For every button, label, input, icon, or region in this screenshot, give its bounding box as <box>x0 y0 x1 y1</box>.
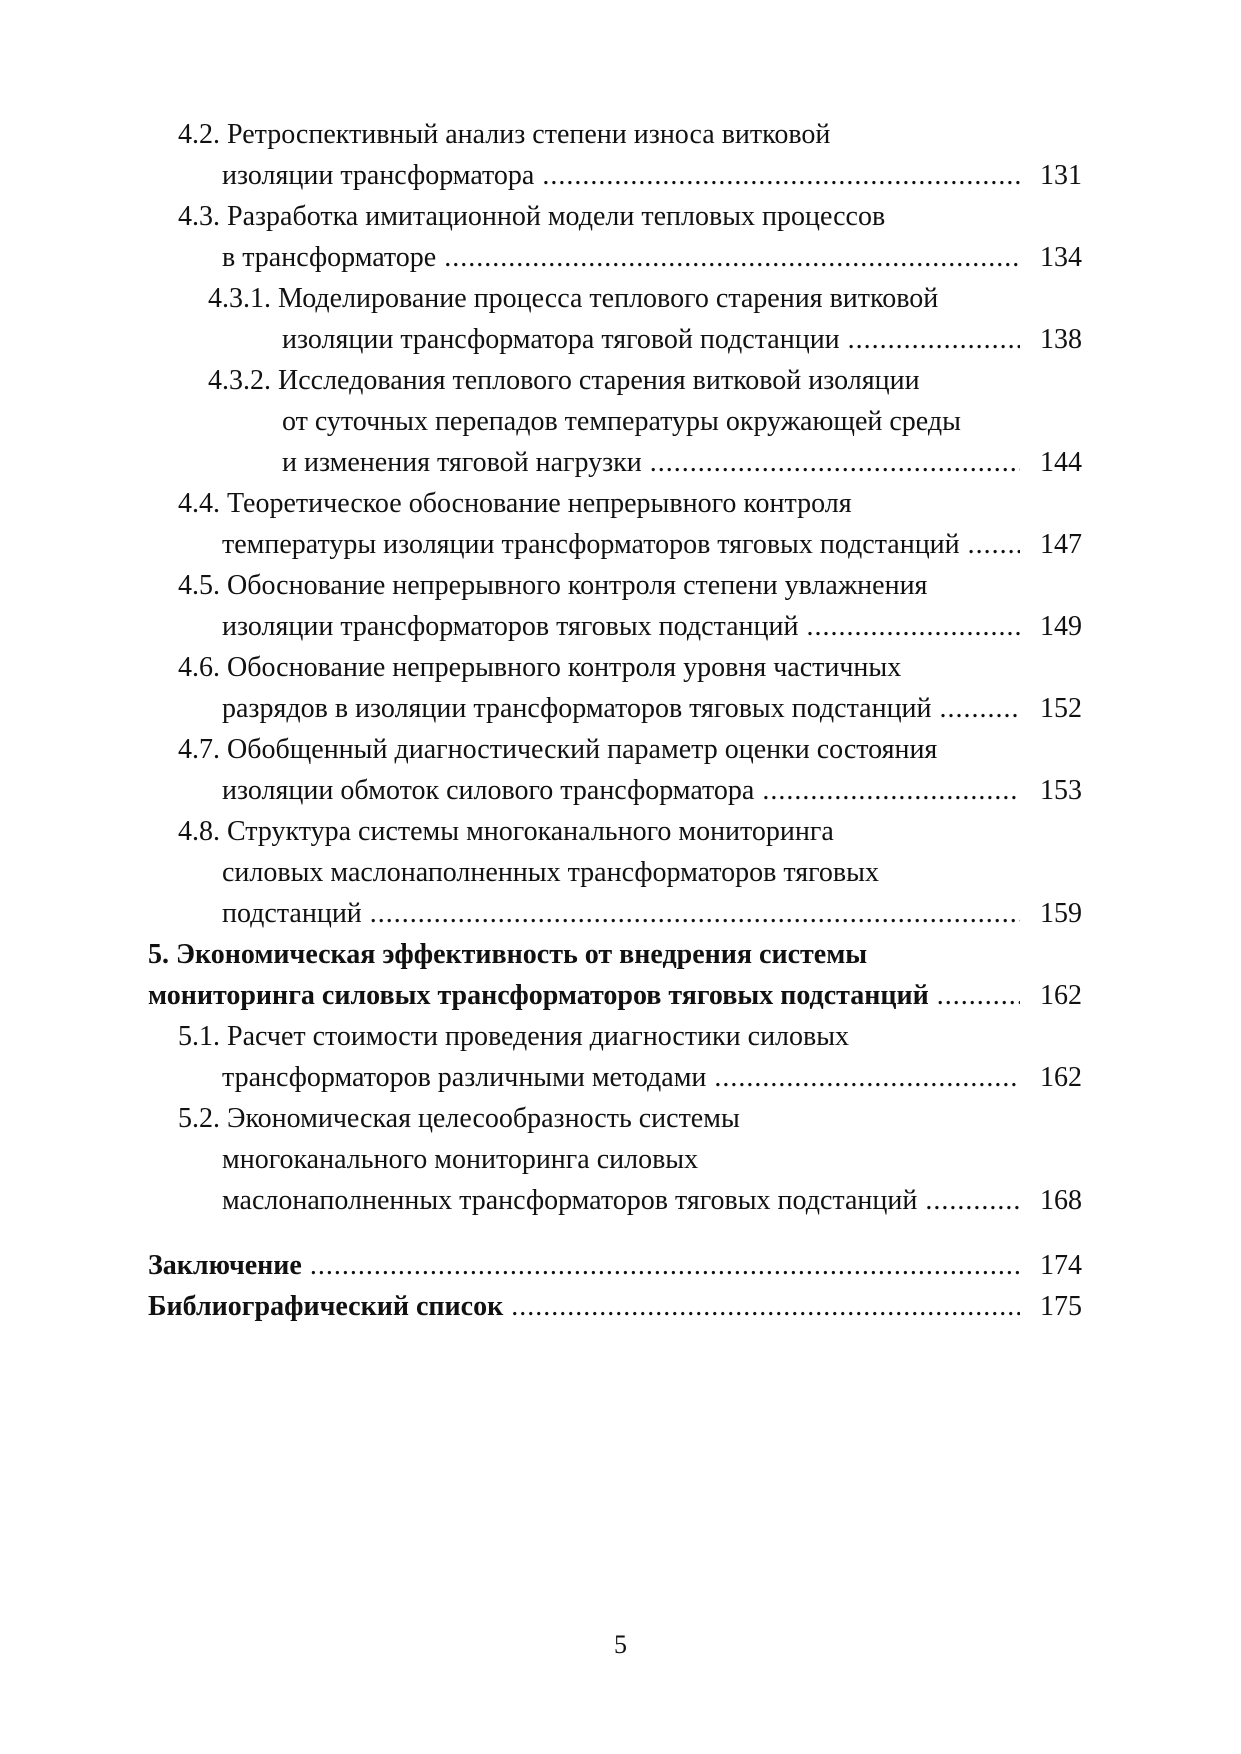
toc-title: в трансформаторе <box>222 242 437 273</box>
toc-line <box>148 196 1082 237</box>
toc-entry <box>148 319 1082 360</box>
dot-leader <box>848 319 1020 360</box>
toc-title: 5.1. Расчет стоимости проведения диагностики силовых <box>178 1021 850 1052</box>
table-of-contents <box>148 114 1082 1327</box>
dot-leader <box>925 1180 1020 1221</box>
dot-leader <box>714 1057 1020 1098</box>
toc-title: 4.8. Структура системы многоканального мониторинга <box>178 816 834 847</box>
toc-page-number: 134 <box>1040 242 1082 273</box>
toc-line <box>148 483 1082 524</box>
toc-title: 4.4. Теоретическое обоснование непрерывного контроля <box>178 488 852 519</box>
toc-entry <box>148 893 1082 934</box>
toc-page-number: 153 <box>1040 775 1082 806</box>
toc-line <box>148 114 1082 155</box>
toc-title: силовых маслонаполненных трансформаторов тяговых <box>222 857 879 888</box>
dot-leader <box>940 688 1020 729</box>
toc-chapter-title: Заключение <box>148 1250 302 1281</box>
toc-chapter-title: мониторинга силовых трансформаторов тяговых подстанций <box>148 980 929 1011</box>
toc-title: 4.3. Разработка имитационной модели тепловых процессов <box>178 201 886 232</box>
toc-line <box>148 647 1082 688</box>
dot-leader <box>806 606 1020 647</box>
toc-line <box>148 401 1082 442</box>
dot-leader <box>650 442 1020 483</box>
toc-title: 4.2. Ретроспективный анализ степени износа витковой <box>178 119 831 150</box>
toc-title: 4.7. Обобщенный диагностический параметр оценки состояния <box>178 734 938 765</box>
toc-line <box>148 1098 1082 1139</box>
toc-page-number: 162 <box>1040 980 1082 1011</box>
dot-leader <box>444 237 1020 278</box>
spacer <box>148 1221 1082 1245</box>
dot-leader <box>310 1245 1020 1286</box>
toc-page-number: 147 <box>1040 529 1082 560</box>
toc-title: разрядов в изоляции трансформаторов тяговых подстанций <box>222 693 932 724</box>
dot-leader <box>542 155 1020 196</box>
page-number: 5 <box>614 1630 627 1659</box>
toc-title: 4.5. Обоснование непрерывного контроля степени увлажнения <box>178 570 928 601</box>
toc-title: многоканального мониторинга силовых <box>222 1144 699 1175</box>
toc-page-number: 175 <box>1040 1291 1082 1322</box>
toc-entry <box>148 1057 1082 1098</box>
toc-entry <box>148 237 1082 278</box>
toc-title: и изменения тяговой нагрузки <box>282 447 642 478</box>
toc-title: изоляции трансформатора тяговой подстанции <box>282 324 840 355</box>
toc-entry <box>148 1180 1082 1221</box>
toc-title: маслонаполненных трансформаторов тяговых подстанций <box>222 1185 918 1216</box>
toc-title: изоляции трансформаторов тяговых подстанций <box>222 611 799 642</box>
toc-title: изоляции обмоток силового трансформатора <box>222 775 755 806</box>
toc-page-number: 159 <box>1040 898 1082 929</box>
toc-entry <box>148 442 1082 483</box>
toc-page-number: 162 <box>1040 1062 1082 1093</box>
toc-line <box>148 1016 1082 1057</box>
toc-entry <box>148 688 1082 729</box>
toc-page-number: 149 <box>1040 611 1082 642</box>
toc-page-number: 168 <box>1040 1185 1082 1216</box>
dot-leader <box>511 1286 1020 1327</box>
toc-entry <box>148 770 1082 811</box>
toc-entry <box>148 606 1082 647</box>
toc-chapter-line <box>148 934 1082 975</box>
toc-entry <box>148 155 1082 196</box>
toc-chapter-title: Библиографический список <box>148 1291 504 1322</box>
toc-line <box>148 811 1082 852</box>
dot-leader <box>937 975 1020 1016</box>
toc-line <box>148 278 1082 319</box>
toc-page-number: 152 <box>1040 693 1082 724</box>
dot-leader <box>370 893 1020 934</box>
toc-page-number: 131 <box>1040 160 1082 191</box>
toc-entry <box>148 524 1082 565</box>
toc-page-number: 138 <box>1040 324 1082 355</box>
toc-title: 5.2. Экономическая целесообразность системы <box>178 1103 740 1134</box>
toc-chapter-title: 5. Экономическая эффективность от внедрения системы <box>148 939 868 970</box>
toc-title: подстанций <box>222 898 362 929</box>
toc-chapter-entry <box>148 1286 1082 1327</box>
toc-title: изоляции трансформатора <box>222 160 535 191</box>
toc-title: температуры изоляции трансформаторов тяговых подстанций <box>222 529 960 560</box>
toc-line <box>148 852 1082 893</box>
toc-chapter-entry <box>148 975 1082 1016</box>
toc-chapter-entry <box>148 1245 1082 1286</box>
toc-title: от суточных перепадов температуры окружающей среды <box>282 406 961 437</box>
toc-title: трансформаторов различными методами <box>222 1062 707 1093</box>
toc-title: 4.6. Обоснование непрерывного контроля уровня частичных <box>178 652 902 683</box>
toc-page-number: 174 <box>1040 1250 1082 1281</box>
dot-leader <box>968 524 1020 565</box>
toc-title: 4.3.2. Исследования теплового старения витковой изоляции <box>208 365 920 396</box>
toc-line <box>148 360 1082 401</box>
toc-line <box>148 1139 1082 1180</box>
toc-title: 4.3.1. Моделирование процесса теплового старения витковой <box>208 283 939 314</box>
toc-line <box>148 565 1082 606</box>
toc-page-number: 144 <box>1040 447 1082 478</box>
dot-leader <box>762 770 1020 811</box>
toc-line <box>148 729 1082 770</box>
